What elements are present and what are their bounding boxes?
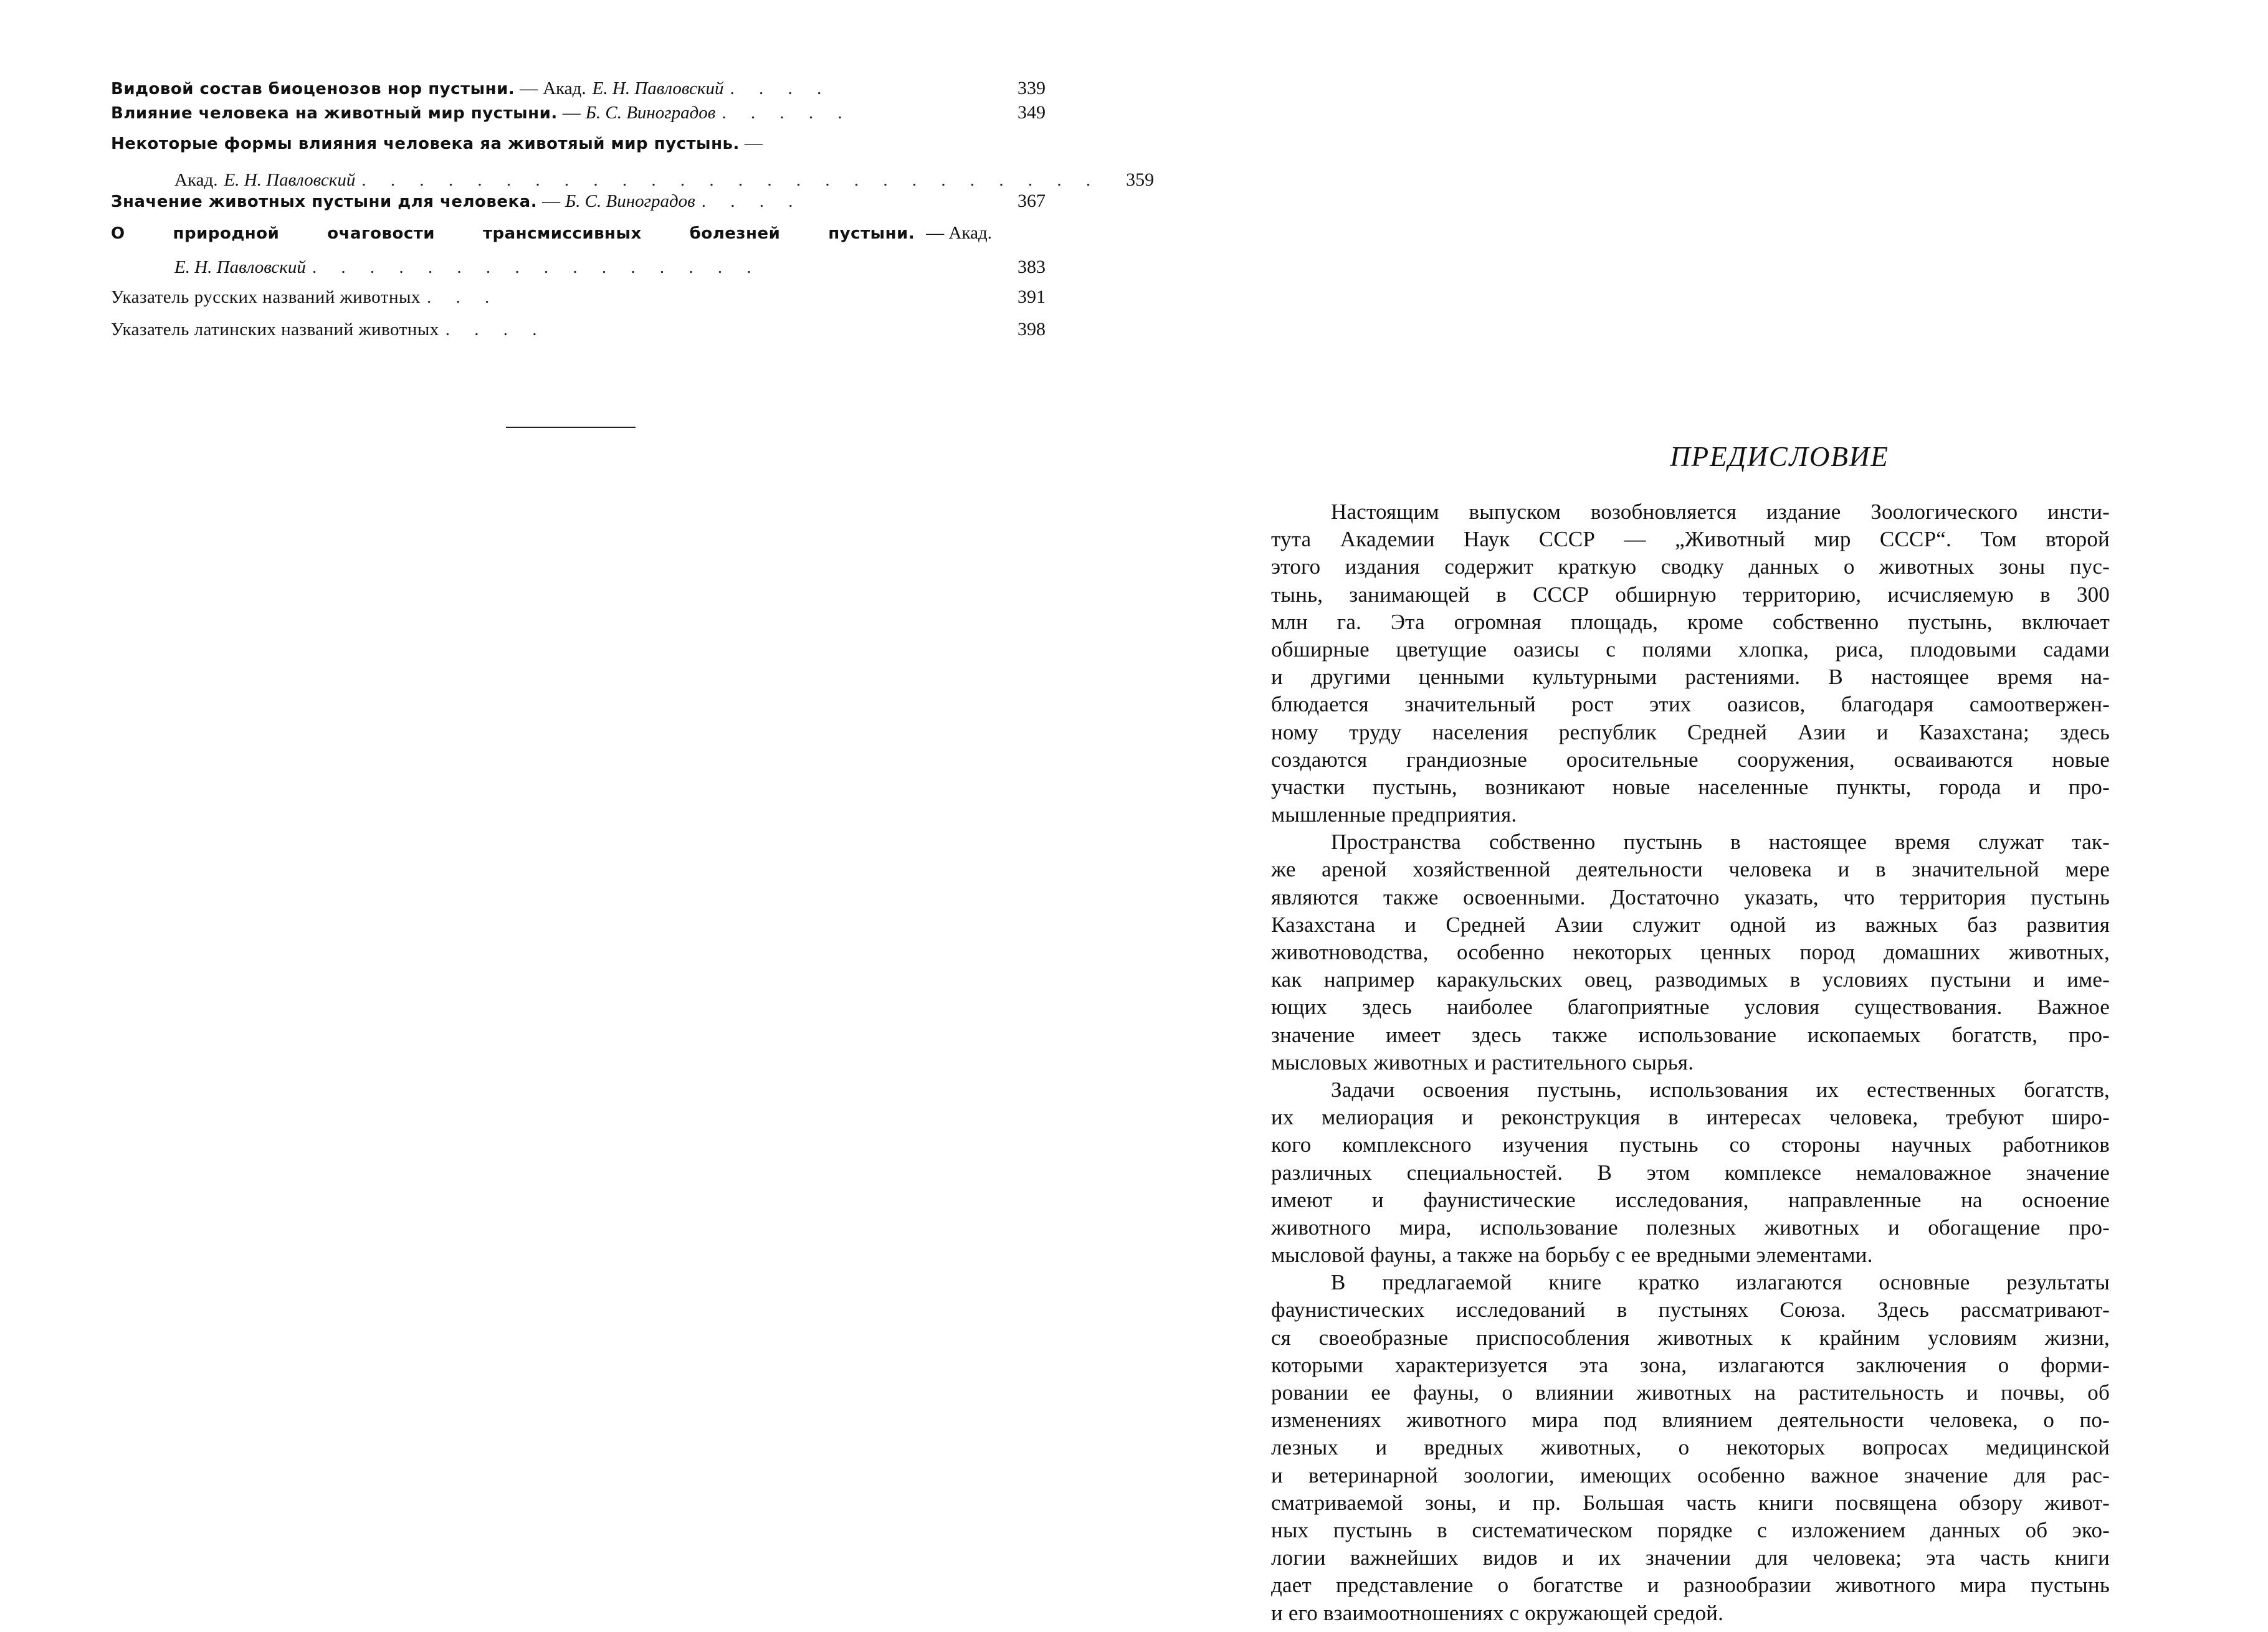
text-line: создаются грандиозные оросительные сооружения, осваиваются новые xyxy=(1271,747,2110,772)
right-page xyxy=(1134,0,2268,1632)
text-line: ных пустынь в систематическом порядке с изложением данных об эко- xyxy=(1271,1517,2110,1542)
text-line: и его взаимоотношениях с окружающей средой. xyxy=(1271,1600,1724,1625)
text-line: мысловых животных и растительного сырья. xyxy=(1271,1050,1694,1075)
toc-page-number: 383 xyxy=(1017,257,1046,277)
text-line: фаунистических исследований в пустынях Союза. Здесь рассматривают- xyxy=(1271,1298,2110,1322)
toc-entry-title: Видовой состав биоценозов нор пустыни. xyxy=(111,80,515,98)
toc-title-word: пустыни. xyxy=(828,224,915,243)
text-line: их мелиорация и реконструкция в интересах человека, требуют широ- xyxy=(1271,1105,2110,1130)
text-line: Пространства собственно пустынь в настоящее время служат так- xyxy=(1331,830,2110,855)
toc-dot-leader: . . . . xyxy=(445,320,547,339)
text-line: ному труду населения республик Средней Азии и Казахстана; здесь xyxy=(1271,719,2110,744)
table-of-contents xyxy=(111,75,1155,343)
text-line: млн га. Эта огромная площадь, кроме собственно пустынь, включает xyxy=(1271,609,2110,634)
toc-page-number: 367 xyxy=(1017,191,1046,211)
toc-entry-title: Указатель латинских названий животных xyxy=(111,320,439,339)
text-line: В предлагаемой книге кратко излагаются основные результаты xyxy=(1331,1270,2110,1295)
text-line: изменениях животного мира под влиянием деятельности человека, о по- xyxy=(1271,1408,2110,1433)
toc-title-word: природной xyxy=(173,224,280,243)
text-line: кого комплексного изучения пустынь со стороны научных работников xyxy=(1271,1132,2110,1157)
toc-entry[interactable] xyxy=(111,99,1046,127)
text-line: животноводства, особенно некоторых ценных пород домашних животных, xyxy=(1271,940,2110,964)
toc-dot-leader: . . . . . xyxy=(722,103,852,123)
text-line: сматриваемой зоны, и пр. Большая часть книги посвящена обзору живот- xyxy=(1271,1490,2110,1515)
text-line: как например каракульских овец, разводимых в условиях пустыни и име- xyxy=(1271,967,2110,992)
toc-dot-leader: . . . . . . . . . . . . . . . . xyxy=(312,257,761,277)
text-line: Настоящим выпуском возобновляется издание Зоологического инсти- xyxy=(1331,500,2110,524)
toc-dot-leader: . . . . . . . . . . . . . . . . . . . . . . . . . . xyxy=(361,170,1101,190)
preface-heading: ПРЕДИСЛОВИЕ xyxy=(1670,441,1889,472)
text-line: ровании ее фауны, о влиянии животных на растительность и почвы, об xyxy=(1271,1380,2110,1405)
text-line: участки пустынь, возникают новые населенные пункты, города и про- xyxy=(1271,774,2110,799)
toc-dash: — xyxy=(744,133,763,153)
toc-entry-author: Б. С. Виноградов xyxy=(585,103,716,123)
text-line: лезных и вредных животных, о некоторых вопросах медицинской xyxy=(1271,1435,2110,1460)
toc-page-number: 359 xyxy=(1126,169,1155,190)
text-line: Казахстана и Средней Азии служит одной из важных баз развития xyxy=(1271,912,2110,937)
text-line: и ветеринарной зоологии, имеющих особенно важное значение для рас- xyxy=(1271,1463,2110,1487)
toc-author-prefix: Акад. xyxy=(174,170,218,190)
toc-entry-title: Некоторые формы влияния человека яа животяый мир пустынь. xyxy=(111,135,740,153)
toc-entry[interactable] xyxy=(111,219,1046,281)
toc-entry-author: Б. С. Виноградов xyxy=(565,191,695,211)
text-line: ся своеобразные приспособления животных к крайним условиям жизни, xyxy=(1271,1325,2110,1350)
toc-entry[interactable] xyxy=(111,187,1046,216)
toc-title-word: О xyxy=(111,224,125,243)
toc-entry-author: Е. Н. Павловский xyxy=(224,170,356,190)
text-line: имеют и фаунистические исследования, направленные на осноение xyxy=(1271,1187,2110,1212)
toc-entry-author: Е. Н. Павловский xyxy=(592,78,724,98)
toc-entry-title xyxy=(111,220,923,247)
text-line: являются также освоенными. Достаточно указать, что территория пустынь xyxy=(1271,885,2110,909)
toc-author-prefix: — Акад. xyxy=(926,223,992,243)
toc-page-number: 398 xyxy=(1017,319,1046,339)
text-line: дает представление о богатстве и разнообразии животного мира пустынь xyxy=(1271,1573,2110,1598)
toc-page-number: 339 xyxy=(1017,78,1046,98)
text-line: обширные цветущие оазисы с полями хлопка, риса, плодовыми садами xyxy=(1271,637,2110,662)
text-line: животного мира, использование полезных животных и обогащение про- xyxy=(1271,1215,2110,1240)
text-line: логии важнейших видов и их значении для человека; эта часть книги xyxy=(1271,1545,2110,1570)
preface-body xyxy=(1271,498,2110,1627)
text-line: ющих здесь наиболее благоприятные условия существования. Важное xyxy=(1271,995,2110,1020)
toc-entry-title: Влияние человека на животный мир пустыни. xyxy=(111,104,558,123)
text-line: тута Академии Наук СССР — „Животный мир СССР“. Том второй xyxy=(1271,527,2110,552)
text-line: которыми характеризуется эта зона, излагаются заключения о форми- xyxy=(1271,1352,2110,1377)
toc-dash: — xyxy=(520,78,538,98)
text-line: этого издания содержит краткую сводку данных о животных зоны пус- xyxy=(1271,554,2110,579)
text-line: же ареной хозяйственной деятельности человека и в значительной мере xyxy=(1271,857,2110,882)
text-line: значение имеет здесь также использование ископаемых богатств, про- xyxy=(1271,1022,2110,1047)
text-line: Задачи освоения пустынь, использования их естественных богатств, xyxy=(1331,1077,2110,1102)
toc-dot-leader: . . . . xyxy=(701,191,803,211)
text-line: различных специальностей. В этом комплексе немаловажное значение xyxy=(1271,1160,2110,1185)
text-line: тынь, занимающей в СССР обширную территорию, исчисляемую в 300 xyxy=(1271,582,2110,607)
toc-title-word: болезней xyxy=(689,224,781,243)
toc-dash: — xyxy=(542,191,561,211)
toc-dot-leader: . . . xyxy=(426,287,500,307)
toc-author-prefix: Акад. xyxy=(543,78,586,98)
text-line: мышленные предприятия. xyxy=(1271,802,1517,827)
toc-page-number: 391 xyxy=(1017,287,1046,307)
toc-entry-title: Значение животных пустыни для человека. xyxy=(111,192,538,211)
toc-dot-leader: . . . . xyxy=(730,78,832,98)
toc-page-number: 349 xyxy=(1017,102,1046,123)
text-line: мысловой фауны, а также на борьбу с ее вредными элементами. xyxy=(1271,1243,1873,1268)
toc-dash: — xyxy=(562,103,581,123)
toc-entry[interactable] xyxy=(111,316,1046,343)
toc-title-word: очаговости xyxy=(327,224,436,243)
toc-title-word: трансмиссивных xyxy=(482,224,642,243)
toc-entry[interactable] xyxy=(111,130,1155,194)
toc-entry-title: Указатель русских названий животных xyxy=(111,287,421,307)
toc-entry[interactable] xyxy=(111,283,1046,311)
toc-entry-author: Е. Н. Павловский xyxy=(174,257,306,277)
text-line: блюдается значительный рост этих оазисов, благодаря самоотвержен- xyxy=(1271,692,2110,717)
section-divider-rule xyxy=(506,427,636,428)
text-line: и другими ценными культурными растениями. В настоящее время на- xyxy=(1271,665,2110,690)
